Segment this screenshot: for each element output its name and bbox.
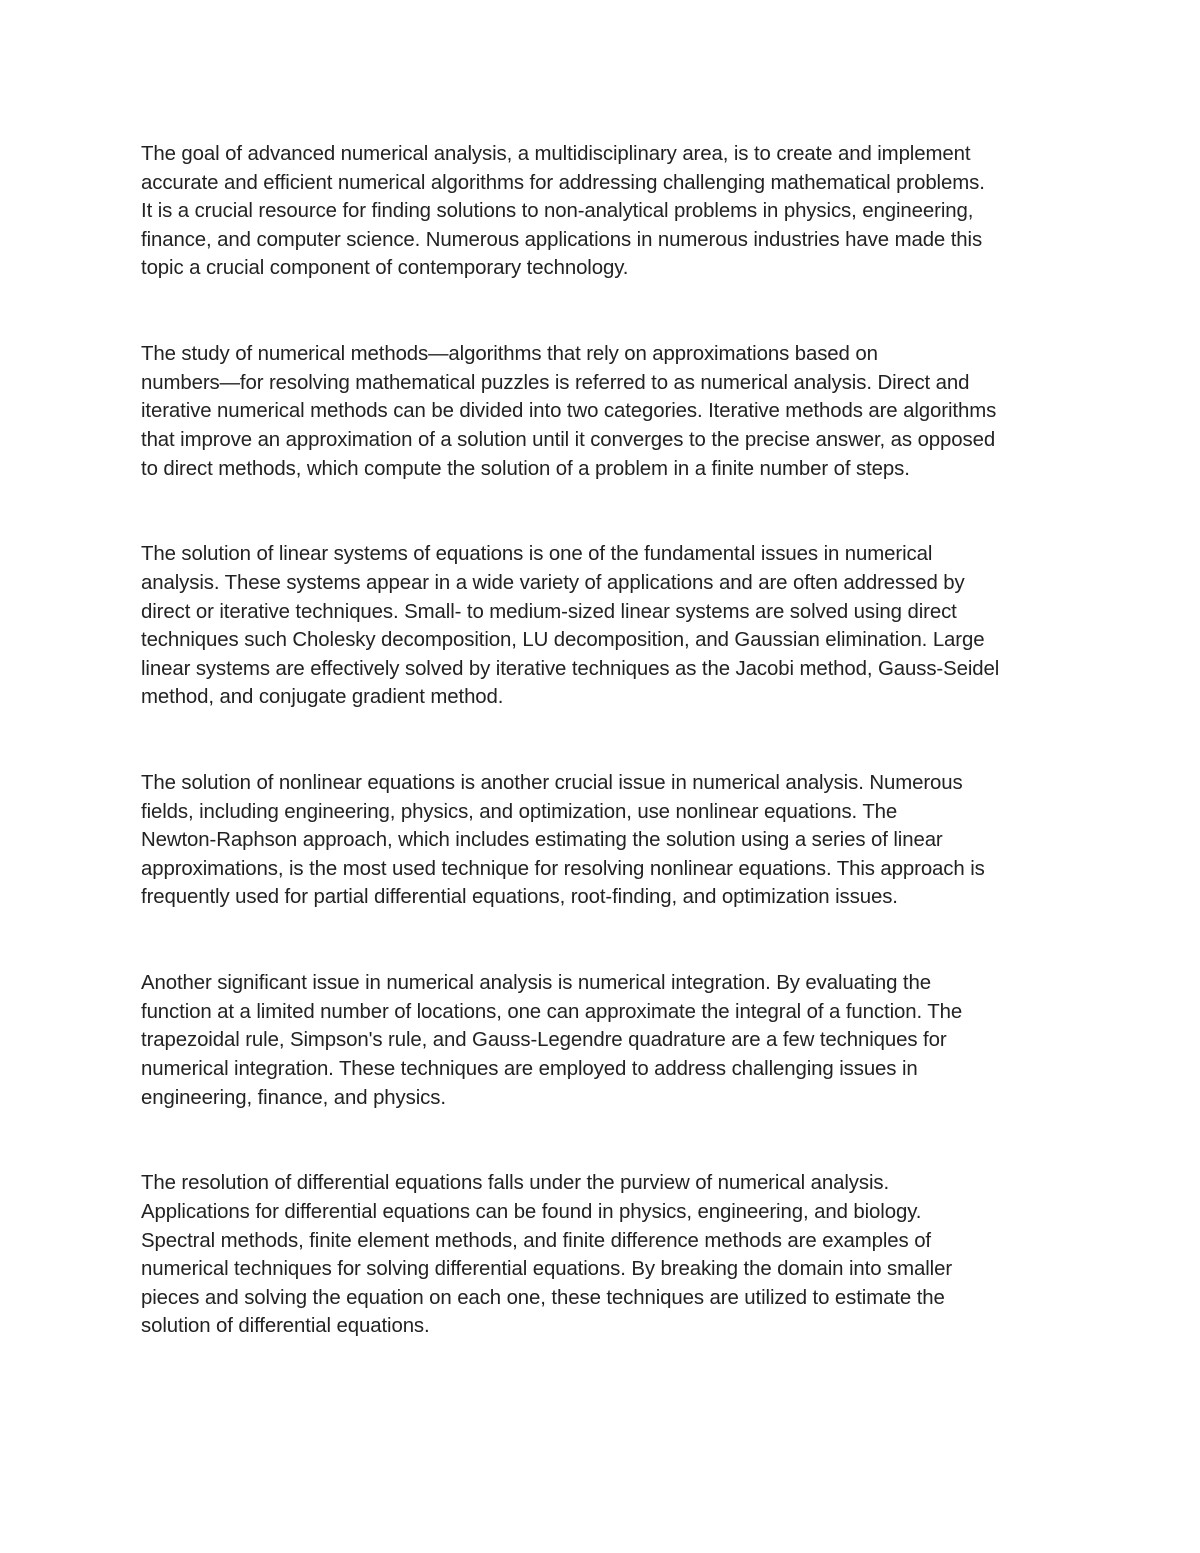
paragraph-numerical-integration: Another significant issue in numerical analysis is numerical integration. By evaluating the function at a limited number of locations, one can approximate the integral of a function. The trapezoidal rule, Simpson's rule, and Gauss-Legendre quadrature are a few techniques for numerical integration. These techniques are employed to address challenging issues in engineering, finance, and physics.	[141, 972, 963, 1109]
paragraph-intro: The goal of advanced numerical analysis, a multidisciplinary area, is to create and implement accurate and efficient numerical algorithms for addressing challenging mathematical problems. It is a crucial resource for finding solutions to non-analytical problems in physics, engineering, finance, and computer science. Numerous applications in numerous industries have made this topic a crucial component of contemporary technology.	[141, 143, 985, 280]
paragraph-differential-equations: The resolution of differential equations falls under the purview of numerical analysis. Applications for differential equations can be found in physics, engineering, and biology. Spectral methods, finite element methods, and finite difference methods are examples of numerical techniques for solving differential equations. By breaking the domain into smaller pieces and solving the equation on each one, these techniques are utilized to estimate the solution of differential equations.	[141, 1172, 953, 1338]
paragraph-nonlinear-equations: The solution of nonlinear equations is another crucial issue in numerical analysis. Numerous fields, including engineering, physics, and optimization, use nonlinear equations. The Newton-Raphson approach, which includes estimating the solution using a series of linear approximations, is the most used technique for resolving nonlinear equations. This approach is frequently used for partial differential equations, root-finding, and optimization issues.	[141, 772, 985, 909]
paragraph-linear-systems: The solution of linear systems of equations is one of the fundamental issues in numerical analysis. These systems appear in a wide variety of applications and are often addressed by direct or iterative techniques. Small- to medium-sized linear systems are solved using direct techniques such Cholesky decomposition, LU decomposition, and Gaussian elimination. Large linear systems are effectively solved by iterative techniques as the Jacobi method, Gauss-Seidel method, and conjugate gradient method.	[141, 543, 1000, 709]
document-body	[141, 140, 1071, 1341]
paragraph-numerical-methods: The study of numerical methods—algorithms that rely on approximations based on numbers—for resolving mathematical puzzles is referred to as numerical analysis. Direct and iterative numerical methods can be divided into two categories. Iterative methods are algorithms that improve an approximation of a solution until it converges to the precise answer, as opposed to direct methods, which compute the solution of a problem in a finite number of steps.	[141, 343, 997, 480]
